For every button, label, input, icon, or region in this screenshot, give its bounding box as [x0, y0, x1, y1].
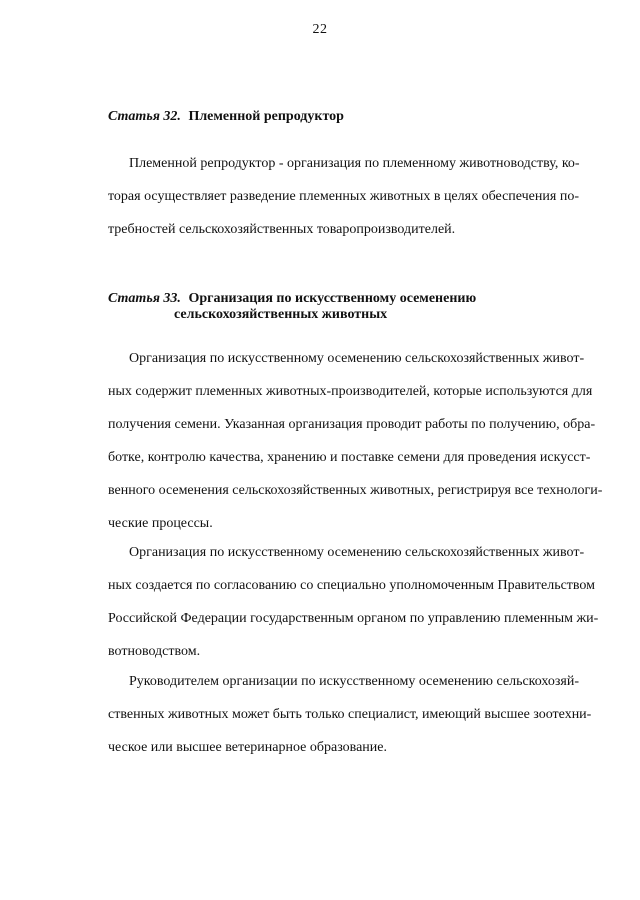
- paragraph-line: ботке, контролю качества, хранению и поставке семени для проведения искусст-: [108, 450, 591, 465]
- paragraph-line: ных содержит племенных животных-производителей, которые используются для: [108, 384, 593, 399]
- article-33-title-line1: Организация по искусственному осеменению: [188, 291, 477, 306]
- paragraph-line: ных создается по согласованию со специально уполномоченным Правительством: [108, 578, 596, 593]
- article-32-heading: [108, 109, 344, 125]
- paragraph-line: ственных животных может быть только специалист, имеющий высшее зоотехни-: [108, 707, 592, 722]
- article-33-heading: [108, 291, 476, 323]
- article-32-title: Племенной репродуктор: [188, 109, 344, 124]
- article-33-title-line2: сельскохозяйственных животных: [174, 307, 388, 322]
- article-33-paragraph-2: [108, 536, 599, 668]
- paragraph-line: Племенной репродуктор - организация по племенному животноводству, ко-: [108, 156, 580, 171]
- paragraph-line: Российской Федерации государственным органом по управлению племенным жи-: [108, 611, 599, 626]
- article-32-paragraph: [108, 147, 580, 246]
- article-33-paragraph-3: [108, 665, 592, 764]
- article-32-number: Статья 32.: [108, 109, 181, 124]
- article-33-number: Статья 33.: [108, 291, 181, 306]
- paragraph-line: вотноводством.: [108, 644, 201, 659]
- paragraph-line: получения семени. Указанная организация проводит работы по получению, обра-: [108, 417, 596, 432]
- article-33-paragraph-1: [108, 342, 603, 540]
- paragraph-line: требностей сельскохозяйственных товаропроизводителей.: [108, 222, 456, 237]
- paragraph-line: торая осуществляет разведение племенных животных в целях обеспечения по-: [108, 189, 579, 204]
- paragraph-line: венного осеменения сельскохозяйственных животных, регистрируя все технологи-: [108, 483, 603, 498]
- paragraph-line: Руководителем организации по искусственному осеменению сельскохозяй-: [108, 674, 580, 689]
- paragraph-line: ческие процессы.: [108, 516, 213, 531]
- paragraph-line: Организация по искусственному осеменению сельскохозяйственных живот-: [108, 351, 585, 366]
- page-number: 22: [312, 22, 328, 37]
- paragraph-line: Организация по искусственному осеменению сельскохозяйственных живот-: [108, 545, 585, 560]
- paragraph-line: ческое или высшее ветеринарное образование.: [108, 740, 387, 755]
